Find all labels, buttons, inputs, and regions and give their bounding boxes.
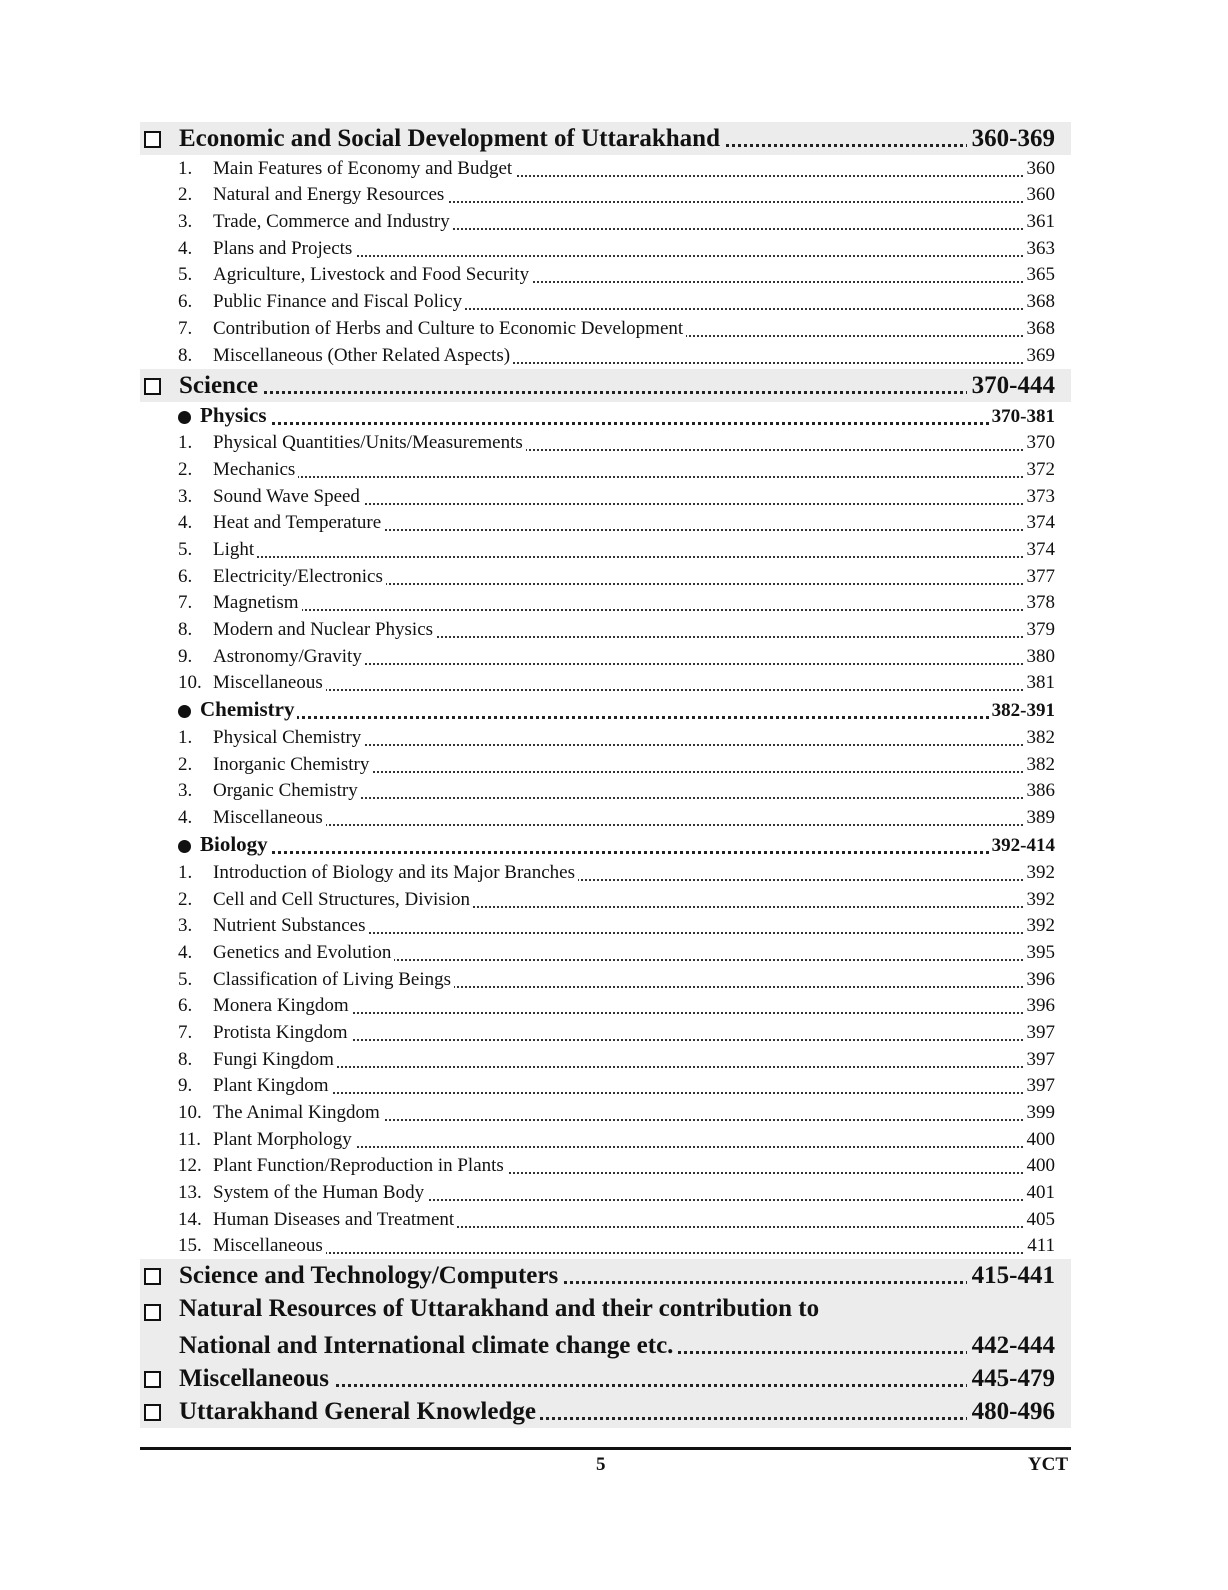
item-number: 15. [178,1235,202,1257]
item-title: The Animal Kingdom [213,1102,383,1124]
item-title: Heat and Temperature [213,512,384,534]
toc-item [140,590,1071,617]
item-title: Miscellaneous [213,1235,326,1257]
checkbox-square-icon [144,131,161,148]
toc-item [140,483,1071,510]
dot-leader [200,716,1055,719]
item-number: 13. [178,1182,202,1204]
toc-item [140,993,1071,1020]
item-page: 372 [1024,459,1056,481]
toc-item [140,536,1071,563]
toc-item [140,182,1071,209]
item-number: 2. [178,458,193,480]
item-number: 8. [178,344,193,366]
section-title: National and International climate change etc. [179,1332,677,1360]
toc-item [140,670,1071,697]
toc-subsection [140,402,1071,430]
subsection-title: Chemistry [200,697,297,722]
dot-leader [213,1066,1055,1068]
item-page: 395 [1024,942,1056,964]
item-page: 396 [1024,995,1056,1017]
toc-item [140,315,1071,342]
toc-item [140,235,1071,262]
table-of-contents [140,122,1071,1428]
item-number: 1. [178,432,193,454]
toc-item [140,1206,1071,1233]
item-title: Natural and Energy Resources [213,184,447,206]
item-number: 2. [178,184,193,206]
subsection-title: Biology [200,832,271,857]
toc-subsection [140,696,1071,724]
item-number: 5. [178,968,193,990]
toc-item [140,643,1071,670]
toc-section [140,369,1071,402]
toc-item [140,1233,1071,1260]
item-page: 411 [1024,1235,1055,1257]
item-page: 396 [1024,969,1056,991]
toc-item [140,724,1071,751]
subsection-pages: 370-381 [989,406,1055,428]
item-title: Miscellaneous [213,807,326,829]
item-number: 2. [178,888,193,910]
item-number: 6. [178,565,193,587]
item-page: 360 [1024,184,1056,206]
dot-leader [213,824,1055,826]
dot-leader [213,556,1055,558]
section-title: Science and Technology/Computers [179,1262,562,1290]
item-number: 1. [178,861,193,883]
item-page: 392 [1024,915,1056,937]
item-number: 7. [178,592,193,614]
toc-item [140,778,1071,805]
item-page: 397 [1024,1075,1056,1097]
item-page: 392 [1024,862,1056,884]
toc-item [140,859,1071,886]
item-number: 3. [178,915,193,937]
toc-section [140,1292,1071,1362]
toc-item [140,342,1071,369]
item-title: Monera Kingdom [213,995,352,1017]
toc-item [140,288,1071,315]
item-number: 5. [178,264,193,286]
toc-item [140,1046,1071,1073]
item-number: 6. [178,995,193,1017]
item-page: 400 [1024,1155,1056,1177]
section-title: Uttarakhand General Knowledge [179,1398,540,1426]
toc-item [140,966,1071,993]
item-number: 5. [178,538,193,560]
checkbox-square-icon [144,1404,161,1421]
item-title: Astronomy/Gravity [213,646,365,668]
item-number: 4. [178,807,193,829]
item-number: 7. [178,1021,193,1043]
item-page: 377 [1024,566,1056,588]
item-page: 374 [1024,539,1056,561]
toc-subsection [140,831,1071,859]
item-title: Miscellaneous [213,672,326,694]
section-title: Miscellaneous [179,1365,333,1393]
dot-leader [213,1092,1055,1094]
footer-rule [140,1447,1071,1450]
section-title: Science [179,372,262,400]
toc-item [140,456,1071,483]
item-page: 405 [1024,1209,1056,1231]
item-title: System of the Human Body [213,1182,427,1204]
item-title: Physical Quantities/Units/Measurements [213,432,526,454]
item-title: Human Diseases and Treatment [213,1209,457,1231]
section-title-line1: Natural Resources of Uttarakhand and their contribution to [179,1295,820,1323]
item-page: 368 [1024,291,1056,313]
item-page: 401 [1024,1182,1056,1204]
dot-leader [213,689,1055,691]
checkbox-square-icon [144,1371,161,1388]
item-title: Agriculture, Livestock and Food Security [213,264,532,286]
item-page: 397 [1024,1049,1056,1071]
item-title: Trade, Commerce and Industry [213,211,453,233]
toc-item [140,616,1071,643]
item-title: Contribution of Herbs and Culture to Economic Development [213,318,686,340]
dot-leader [213,476,1055,478]
item-title: Public Finance and Fiscal Policy [213,291,465,313]
toc-item [140,1099,1071,1126]
section-pages: 360-369 [967,125,1055,153]
item-number: 4. [178,512,193,534]
checkbox-square-icon [144,378,161,395]
section-pages: 415-441 [967,1262,1055,1290]
item-page: 360 [1024,158,1056,180]
item-title: Magnetism [213,592,302,614]
dot-leader [179,391,1055,394]
item-page: 399 [1024,1102,1056,1124]
publisher-brand: YCT [1027,1454,1068,1475]
item-number: 4. [178,237,193,259]
subsection-pages: 392-414 [989,835,1055,857]
item-number: 14. [178,1208,202,1230]
dot-leader [213,1252,1055,1254]
toc-item [140,1153,1071,1180]
item-page: 379 [1024,619,1056,641]
toc-item [140,913,1071,940]
section-pages: 442-444 [967,1332,1055,1360]
item-number: 8. [178,1048,193,1070]
dot-leader [213,609,1055,611]
toc-item [140,262,1071,289]
item-title: Introduction of Biology and its Major Branches [213,862,578,884]
item-number: 3. [178,780,193,802]
toc-section [140,122,1071,155]
toc-item [140,1179,1071,1206]
toc-item [140,939,1071,966]
item-title: Modern and Nuclear Physics [213,619,436,641]
toc-section [140,1259,1071,1292]
toc-item [140,563,1071,590]
item-title: Plans and Projects [213,238,355,260]
item-page: 378 [1024,592,1056,614]
item-title: Physical Chemistry [213,727,364,749]
toc-item [140,1126,1071,1153]
item-number: 8. [178,619,193,640]
item-number: 3. [178,211,193,233]
toc-item [140,804,1071,831]
item-page: 374 [1024,512,1056,534]
item-number: 9. [178,645,193,667]
item-title: Plant Morphology [213,1129,355,1151]
toc-item [140,1073,1071,1100]
bullet-icon [178,705,191,718]
item-number: 9. [178,1075,193,1097]
item-page: 380 [1024,646,1056,668]
item-title: Fungi Kingdom [213,1049,337,1071]
item-title: Inorganic Chemistry [213,754,372,776]
item-page: 400 [1024,1129,1056,1151]
item-number: 1. [178,727,193,749]
item-page: 382 [1024,727,1056,749]
toc-section [140,1395,1071,1428]
item-number: 11. [178,1128,202,1150]
item-title: Light [213,539,257,561]
item-number: 10. [178,672,202,694]
item-number: 3. [178,485,193,507]
item-title: Sound Wave Speed [213,486,363,508]
item-number: 10. [178,1102,202,1123]
item-page: 381 [1024,672,1056,694]
item-title: Plant Function/Reproduction in Plants [213,1155,507,1177]
item-page: 369 [1024,345,1056,367]
bullet-icon [178,840,191,853]
item-page: 389 [1024,807,1056,829]
item-number: 4. [178,941,193,963]
subsection-title: Physics [200,403,270,428]
item-title: Plant Kingdom [213,1075,332,1097]
checkbox-square-icon [144,1268,161,1285]
section-title: Economic and Social Development of Uttarakhand [179,125,724,153]
item-title: Organic Chemistry [213,780,361,802]
item-title: Protista Kingdom [213,1022,351,1044]
page-number: 5 [596,1454,606,1475]
item-page: 373 [1024,486,1056,508]
item-title: Electricity/Electronics [213,566,386,588]
bullet-icon [178,411,191,424]
toc-item [140,208,1071,235]
item-page: 363 [1024,238,1056,260]
item-title: Nutrient Substances [213,915,369,937]
item-number: 12. [178,1155,202,1177]
item-page: 382 [1024,754,1056,776]
item-title: Main Features of Economy and Budget [213,158,515,180]
item-page: 368 [1024,318,1056,340]
item-number: 6. [178,291,193,313]
item-number: 1. [178,157,193,179]
toc-item [140,510,1071,537]
item-page: 370 [1024,432,1056,454]
section-pages: 370-444 [967,372,1055,400]
item-number: 7. [178,317,193,339]
dot-leader [200,851,1055,854]
item-page: 386 [1024,780,1056,802]
toc-section [140,1362,1071,1395]
toc-item [140,751,1071,778]
toc-item [140,886,1071,913]
item-page: 392 [1024,889,1056,911]
item-title: Classification of Living Beings [213,969,454,991]
item-title: Miscellaneous (Other Related Aspects) [213,345,513,367]
item-title: Genetics and Evolution [213,942,394,964]
toc-item [140,155,1071,182]
checkbox-square-icon [144,1304,161,1321]
section-pages: 445-479 [967,1365,1055,1393]
dot-leader [200,422,1055,425]
section-pages: 480-496 [967,1398,1055,1426]
item-title: Mechanics [213,459,298,481]
toc-item [140,1019,1071,1046]
item-title: Cell and Cell Structures, Division [213,889,473,911]
item-page: 397 [1024,1022,1056,1044]
toc-item [140,430,1071,457]
subsection-pages: 382-391 [989,700,1055,722]
item-page: 365 [1024,264,1056,286]
item-page: 361 [1024,211,1056,233]
item-number: 2. [178,753,193,775]
